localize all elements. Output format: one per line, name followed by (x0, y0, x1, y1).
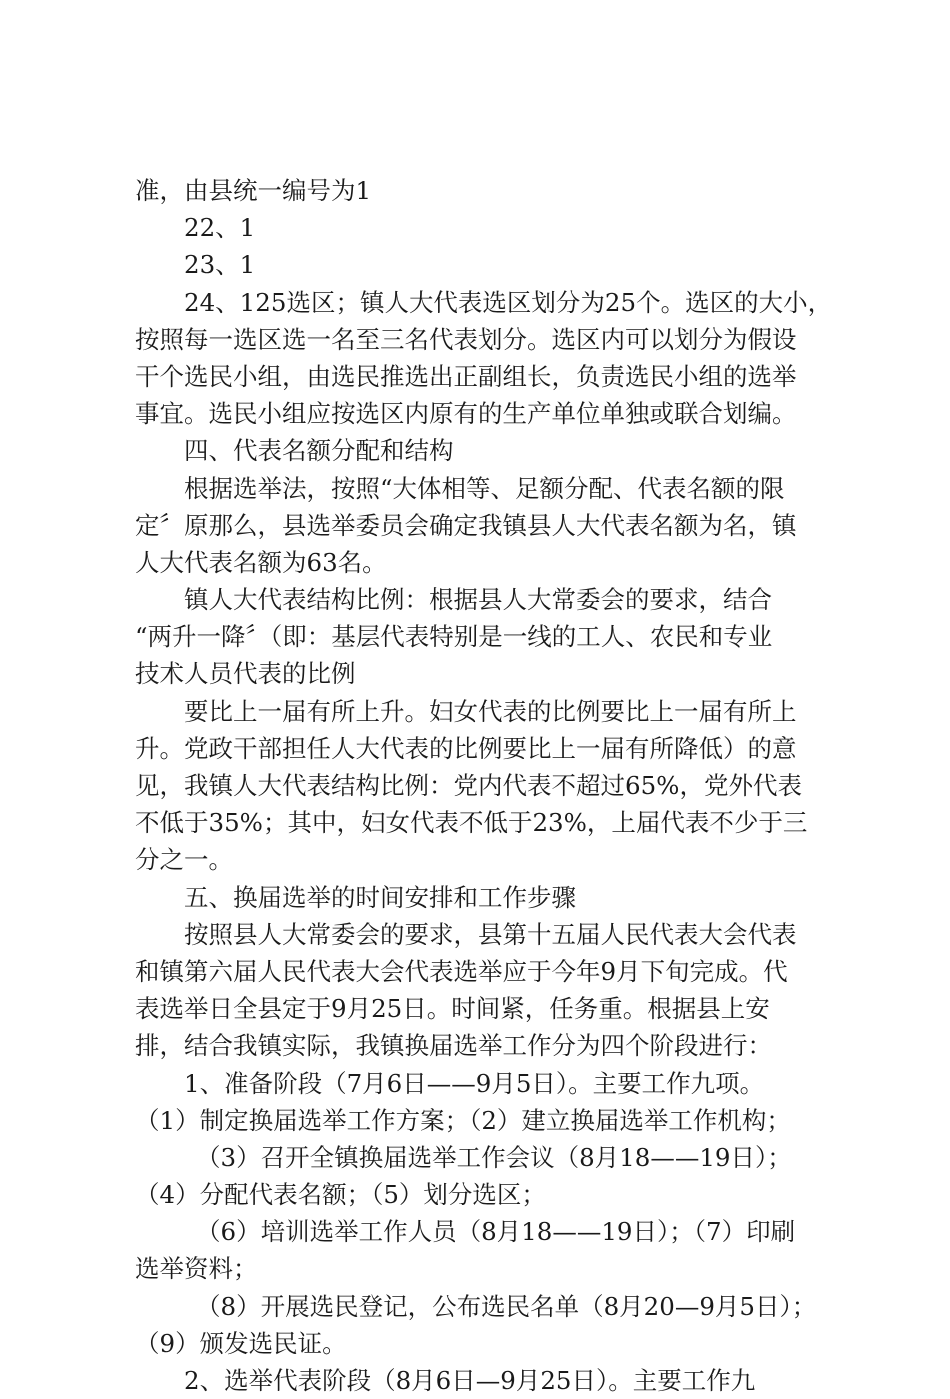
text-line-22: 和镇第六届人民代表大会代表选举应于今年9月下旬完成。代 (135, 956, 788, 986)
text-line-12: 镇人大代表结构比例：根据县人大常委会的要求，结合 (184, 585, 772, 615)
text-line-4: 24、125选区；镇人大代表选区划分为25个。选区的大小， (184, 287, 833, 317)
text-line-6: 干个选民小组，由选民推选出正副组长，负责选民小组的选举 (135, 361, 797, 391)
text-line-3: 23、1 (184, 250, 256, 280)
text-line-33: 2、选举代表阶段（8月6日—9月25日）。主要工作九 (184, 1366, 756, 1395)
text-line-28: （4）分配代表名额；（5）划分选区； (135, 1180, 546, 1210)
text-line-32: （9）颁发选民证。 (135, 1328, 347, 1358)
document-body (135, 172, 833, 1399)
text-line-5: 按照每一选区选一名至三名代表划分。选区内可以划分为假设 (135, 324, 797, 354)
text-line-30: 选举资料； (135, 1254, 258, 1284)
text-line-23: 表选举日全县定于9月25日。时间紧，任务重。根据县上安 (135, 994, 770, 1024)
text-line-24: 排，结合我镇实际，我镇换届选举工作分为四个阶段进行： (135, 1031, 772, 1061)
text-line-13: “两升一降〞（即：基层代表特别是一线的工人、农民和专业 (135, 622, 773, 652)
text-line-11: 人大代表名额为63名。 (135, 547, 387, 577)
text-line-21: 按照县人大常委会的要求，县第十五届人民代表大会代表 (184, 919, 797, 949)
text-line-14: 技术人员代表的比例 (135, 659, 356, 689)
section-heading-5: 五、换届选举的时间安排和工作步骤 (184, 882, 576, 912)
text-line-29: （6）培训选举工作人员（8月18——19日）；（7）印刷 (196, 1217, 796, 1247)
text-line-10: 定〞原那么，县选举委员会确定我镇县人大代表名额为名，镇 (135, 510, 797, 540)
text-line-15: 要比上一届有所上升。妇女代表的比例要比上一届有所上 (184, 696, 797, 726)
text-line-1: 准，由县统一编号为1 (135, 176, 372, 205)
text-line-18: 不低于35%；其中，妇女代表不低于23%，上届代表不少于三 (135, 808, 808, 838)
text-line-7: 事宜。选民小组应按选区内原有的生产单位单独或联合划编。 (135, 399, 797, 429)
text-line-9: 根据选举法，按照“大体相等、足额分配、代表名额的限 (184, 473, 785, 503)
text-line-25: 1、准备阶段（7月6日——9月5日）。主要工作九项。 (184, 1068, 765, 1098)
text-line-26: （1）制定换届选举工作方案；（2）建立换届选举工作机构； (135, 1105, 791, 1135)
text-line-2: 22、1 (184, 213, 256, 243)
text-line-19: 分之一。 (135, 845, 233, 875)
section-heading-4: 四、代表名额分配和结构 (184, 436, 454, 466)
text-line-17: 见，我镇人大代表结构比例：党内代表不超过65%，党外代表 (135, 771, 802, 800)
text-line-16: 升。党政干部担任人大代表的比例要比上一届有所降低）的意 (135, 733, 797, 763)
text-line-27: （3）召开全镇换届选举工作会议（8月18——19日）； (196, 1142, 792, 1172)
text-line-31: （8）开展选民登记，公布选民名单（8月20—9月5日）； (196, 1291, 817, 1321)
